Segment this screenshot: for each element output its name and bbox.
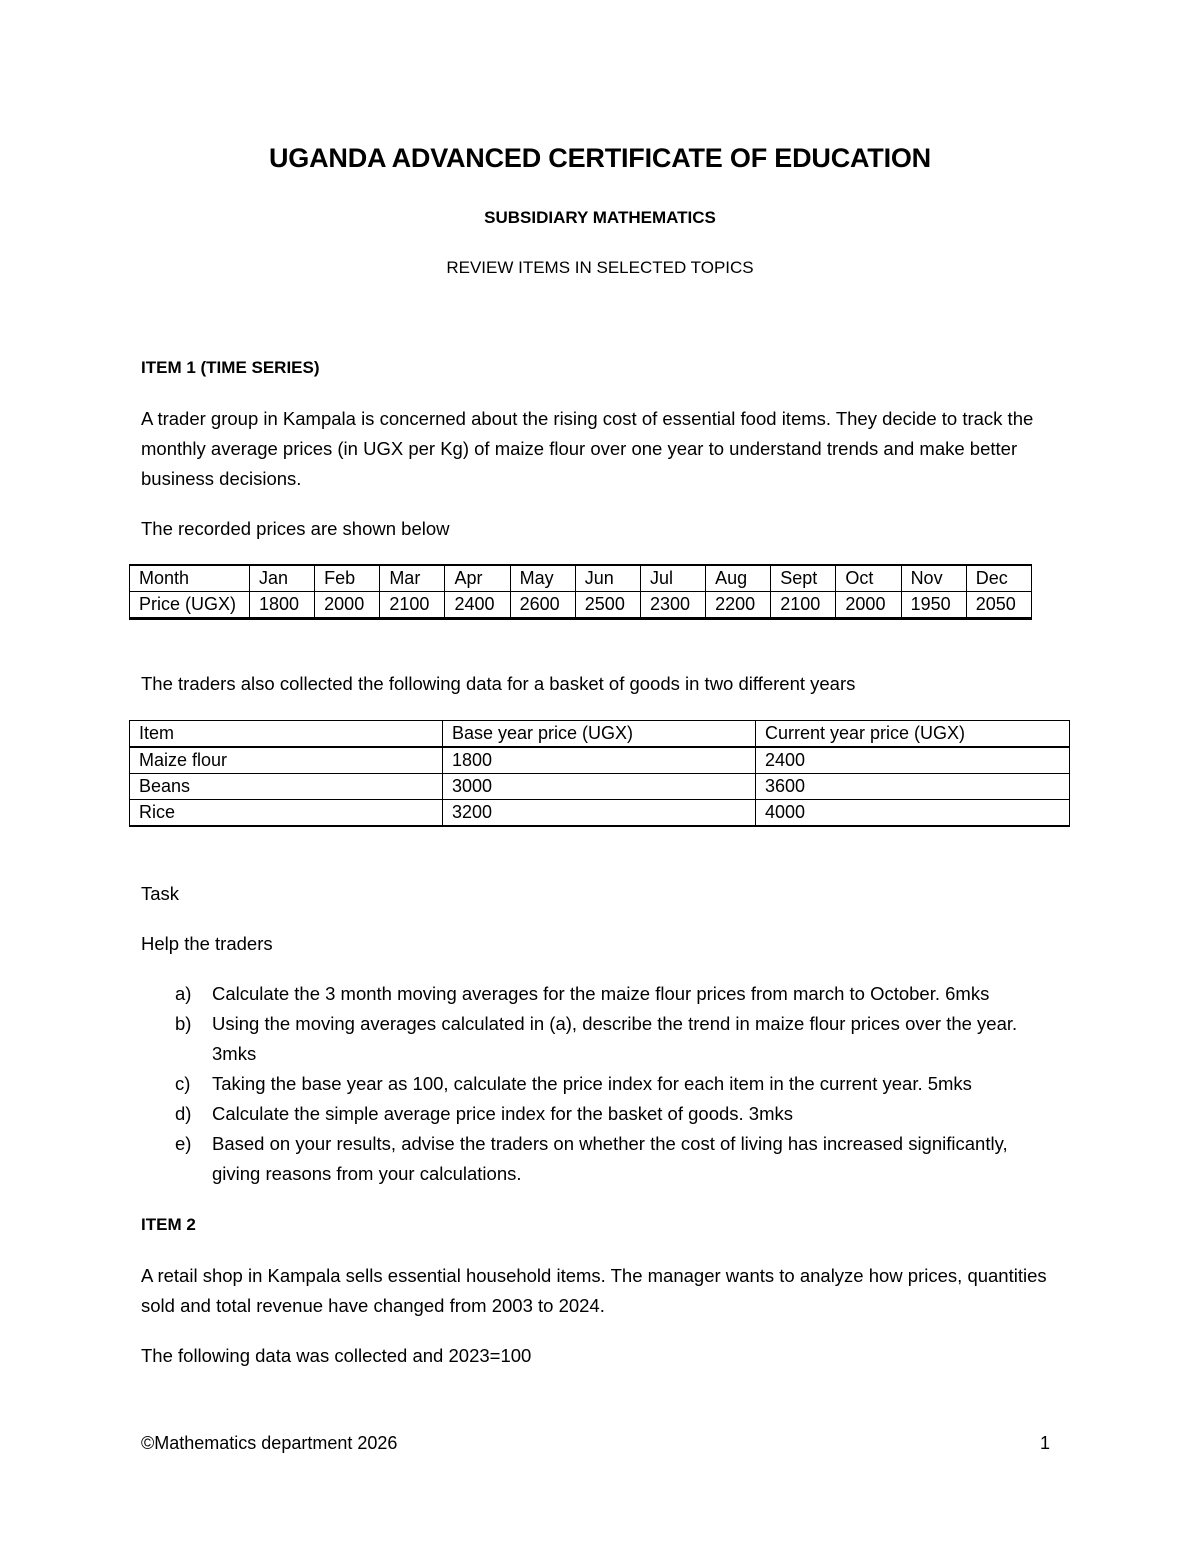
table-cell: Feb: [315, 565, 380, 592]
table-cell: 3200: [443, 800, 756, 827]
task-intro: Help the traders: [141, 933, 273, 954]
task-text: Taking the base year as 100, calculate the price index for each item in the current year. 5mks: [212, 1073, 972, 1094]
table-cell: 2400: [445, 592, 510, 619]
document-review-line: REVIEW ITEMS IN SELECTED TOPICS: [446, 258, 754, 277]
table-cell: Jul: [640, 565, 705, 592]
table-header-row: [130, 721, 1070, 748]
table-cell: Dec: [966, 565, 1031, 592]
footer-page-number: 1: [1040, 1433, 1051, 1453]
task-text: Based on your results, advise the traders on whether the cost of living has increased significantly, giving reasons from your calculations.: [212, 1133, 1008, 1184]
task-text: Calculate the simple average price index for the basket of goods. 3mks: [212, 1103, 794, 1124]
task-text: Using the moving averages calculated in (a), describe the trend in maize flour prices over the year. 3mks: [212, 1013, 1018, 1064]
table-row: [130, 774, 1070, 800]
table-cell: Sept: [771, 565, 836, 592]
table-cell: Mar: [380, 565, 445, 592]
table-cell: Month: [130, 565, 250, 592]
list-item: [141, 1069, 1061, 1099]
table-cell: 2100: [380, 592, 445, 619]
list-item: [141, 979, 1061, 1009]
table-cell: May: [510, 565, 575, 592]
table-cell: Rice: [130, 800, 443, 827]
task-letter: e): [175, 1133, 192, 1154]
table-row-prices: [130, 592, 1032, 619]
table-cell: 2600: [510, 592, 575, 619]
table-row-months: [130, 565, 1032, 592]
table-cell: Beans: [130, 774, 443, 800]
list-item: [141, 1129, 1061, 1189]
table-cell: 3000: [443, 774, 756, 800]
document-title: UGANDA ADVANCED CERTIFICATE OF EDUCATION: [269, 143, 931, 173]
table-cell: 1800: [250, 592, 315, 619]
table-cell: 2200: [706, 592, 771, 619]
table-cell: Nov: [901, 565, 966, 592]
item1-intro: [141, 404, 1081, 494]
task-list: [141, 979, 1061, 1189]
table-cell: Jun: [575, 565, 640, 592]
footer-copyright: ©Mathematics department 2026: [141, 1433, 398, 1453]
task-letter: b): [175, 1013, 192, 1034]
table-cell: 4000: [756, 800, 1070, 827]
item2-intro-text: A retail shop in Kampala sells essential household items. The manager wants to analyze how prices, quantities sold and total revenue have changed from 2003 to 2024.: [141, 1265, 1047, 1316]
task-letter: d): [175, 1103, 192, 1124]
table-header-cell: Item: [130, 721, 443, 748]
task-text: Calculate the 3 month moving averages for the maize flour prices from march to October. 6mks: [212, 983, 990, 1004]
table-cell: 1950: [901, 592, 966, 619]
list-item: [141, 1099, 1061, 1129]
table-row: [130, 800, 1070, 827]
item1-heading: ITEM 1 (TIME SERIES): [141, 358, 320, 377]
table-cell: 3600: [756, 774, 1070, 800]
table-header-cell: Current year price (UGX): [756, 721, 1070, 748]
table-cell: Apr: [445, 565, 510, 592]
task-letter: c): [175, 1073, 191, 1094]
item1-prices-label: The recorded prices are shown below: [141, 518, 450, 539]
monthly-prices-table: [129, 564, 1032, 620]
table-cell: 2050: [966, 592, 1031, 619]
item2-data-label: The following data was collected and 2023=100: [141, 1345, 532, 1366]
document-subtitle: SUBSIDIARY MATHEMATICS: [484, 208, 716, 227]
basket-prices-table: [129, 720, 1070, 827]
task-letter: a): [175, 983, 192, 1004]
table-cell: 2100: [771, 592, 836, 619]
table-cell: Jan: [250, 565, 315, 592]
table-cell: Oct: [836, 565, 901, 592]
item1-basket-label: The traders also collected the following data for a basket of goods in two different years: [141, 673, 856, 694]
table-row: [130, 747, 1070, 774]
table-header-cell: Base year price (UGX): [443, 721, 756, 748]
task-label: Task: [141, 883, 180, 904]
item2-intro: [141, 1261, 1081, 1321]
table-cell: Aug: [706, 565, 771, 592]
table-cell: Price (UGX): [130, 592, 250, 619]
table-cell: 2000: [836, 592, 901, 619]
item1-intro-text: A trader group in Kampala is concerned about the rising cost of essential food items. They decide to track the monthly average prices (in UGX per Kg) of maize flour over one year to understand trends and make better business decisions.: [141, 408, 1034, 489]
item2-heading: ITEM 2: [141, 1215, 196, 1234]
table-cell: 2400: [756, 747, 1070, 774]
table-cell: 2300: [640, 592, 705, 619]
list-item: [141, 1009, 1061, 1069]
table-cell: 2000: [315, 592, 380, 619]
table-cell: 2500: [575, 592, 640, 619]
table-cell: 1800: [443, 747, 756, 774]
table-cell: Maize flour: [130, 747, 443, 774]
